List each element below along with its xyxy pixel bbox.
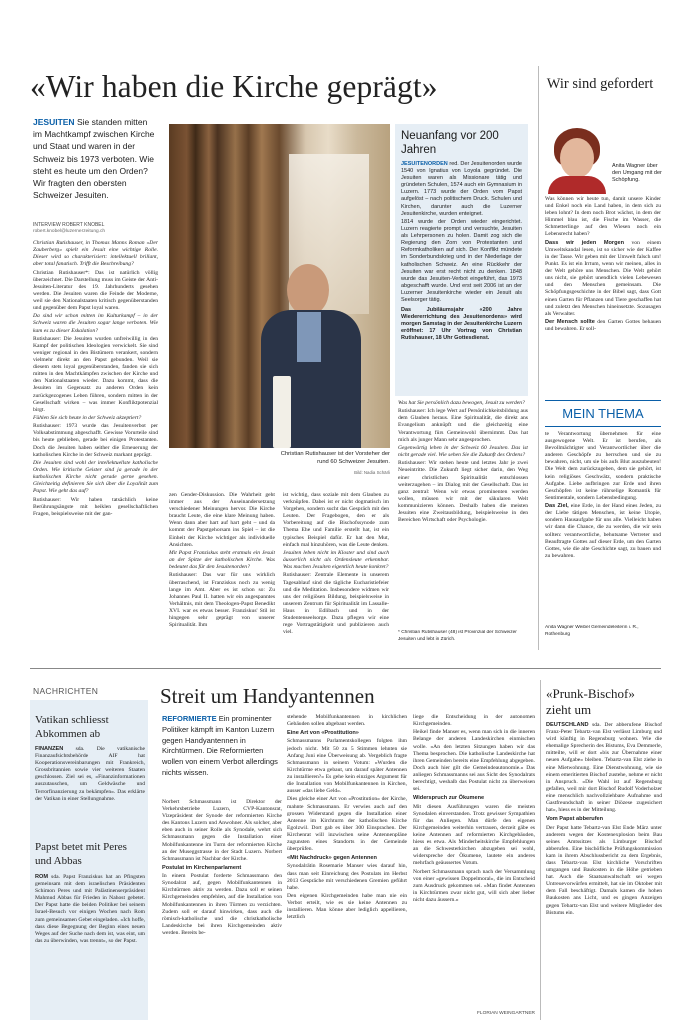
news-kicker-2: ROM: [35, 874, 49, 880]
aside-p2: Dass wir jeden Morgen von einem Umweltskandal lesen, ist so sicher wie der Kaffee in der Tasse. Wir geben mit der Umwelt falsch um! Punkt. Es ist ein Irrtum, wenn wir meinen, alles in der Welt gehöre uns Menschen. Die Welt gehört uns nicht, sie gehört unendlich vielen Lebewesen und den Menschen gemeinsam. Die Schöpfungsgeschichte in der Bibel sagt, dass Gott einen Garten für Pflanzen und Tiere geschaffen hat und zuletzt den Menschen hineinsetzte. Sozusagen als Verwalter.: [545, 239, 661, 317]
photo-caption: Christian Rutishauser ist der Vorsteher der rund 60 Schweizer Jesuiten.: [280, 451, 390, 465]
aside-title: Wir sind gefordert: [546, 76, 654, 92]
shoulders: [548, 176, 606, 194]
history-box: [395, 124, 528, 396]
column-label: MEIN THEMA: [562, 406, 644, 421]
second-lead-text: Ein prominenter Politiker kämpft im Kanton Luzern gegen Handyantennen in Kirchtürmen. Die Reformierten wollen von einem Verbot allerdings nichts wissen.: [162, 714, 278, 777]
person-head: [287, 264, 329, 316]
shirt: [297, 312, 321, 362]
lead-text: Sie standen mitten im Machtkampf zwischen Kirche und Staat und waren in der Schweiz bis 1973 verboten. Wie steht es heute um den Orden? Wir fragten den obersten Schweizer Jesuiten.: [33, 117, 155, 201]
answer: zen Gender-Diskussion. Die Wahrheit geht immer aus der Auseinandersetzung verschiedener Meinungen hervor. Die Kirche braucht Leute, die eine klare Meinung haben. Wenn dann aber hart auf hart geht – und da kommt der Papstgehorsam ins Spiel – ist die Einheit der Kirche wichtiger als individuelle Ansichten.: [169, 492, 275, 548]
right-body-2: Der Papst hatte Tebartz-van Elst Ende März unter anderem wegen der Kostenexplosion beim Bau seines Amtssitzes als Limburger Bischof abberufen. Eine bischöfliche Prüfungskommission kam in ihrem Abschlussbericht zu dem Ergebnis, dass Tebartz-van Elst kirchliche Vorschriften umgangen und Baukosten in die Höhe getrieben hat. Auch die Staatsanwaltschaft sei wegen Untreuevorwürfen ermittelt, hat sie im Oktober mit dem Fall beschäftigt. Damals kamen die hohen Baukosten ans Licht, und es gingen Anzeigen gegen Tebartz-van Elst und weitere Mitglieder des Bistums ein.: [546, 824, 662, 916]
second-author: FLORIAN WEINGARTNER: [476, 1011, 535, 1016]
aside-text-1: [545, 196, 661, 396]
news-body-1: sda. Die vatikanische Finanzaufsichtsbehörde AIF hat Kooperationsvereinbarungen mit Frankreich, Grossbritannien sowie vier weiteren Staaten geschlossen. Ziel sei es, «Finanzinformationen auszutauschen, um Geldwäsche und Terrorfinanzierung zu bekämpfen». Das erklärte der Vatikan in einer Stellungnahme.: [35, 746, 145, 802]
jesuit-portrait-photo: [169, 124, 390, 448]
answer: ist wichtig, dass soziale mit dem Glauben zu verknüpfen. Dabei ist er nicht dogmatisch im Vorgehen, sondern sucht das Gespräch mit den Leuten. Der Fragebogen, den er als Vorbereitung auf die Bischofssynode zum Thema Ehe und Familie erstellt hat, ist ein typisches Beispiel dafür. Er hat den Mut, einfach mal hinzuhören, was die Leute denken.: [283, 492, 389, 548]
subheading: Widerspruch zur Ökumene: [413, 795, 485, 802]
answer: Rutishauser: Das war für uns wirklich überraschend, ist Franziskus noch zu wenig lange im Amt. Aber es ist schon so: Zu Johannes Paul II. hatten wir ein angespanntes Verhältnis, mit dem Theologen-Papst Benedikt XVI. war es etwas besser. Franziskus' Stil ist hingegen sehr geprägt von unserer Spiritualität. Ihm: [169, 572, 275, 629]
question: Mit Papst Franziskus steht erstmals ein Jesuit an der Spitze der katholischen Kirche. Was bedeutet das für den Jesuitenorden?: [169, 549, 275, 571]
subheading: Vom Papst abberufen: [546, 816, 604, 823]
right-kicker: DEUTSCHLAND: [546, 722, 589, 728]
right-text: [546, 722, 662, 1020]
photo-credit: Bild: Nadia Schärli: [354, 470, 390, 475]
second-column-1: [162, 799, 282, 1021]
face: [560, 138, 594, 178]
paragraph: In einem Postulat forderte Schmassmann den Synodalrat auf, gegen Mobilfunkantennen in Kirchtürmen aktiv zu werden. Dazu soll er seinen Kirchgemeinden empfehlen, auf die Installation von Mobilfunkantennen in ihren Türmen zu verzichten. Zudem soll er darauf hinwirken, dass auch die römisch-katholische und die christkatholische Landeskirche bei ihren Kirchgemeinden aktiv werden. Bereits be-: [162, 873, 282, 936]
aside-signature: Anita Wagner Weibel Gemeindeleiterin i. R., Rothenburg: [545, 625, 639, 637]
paragraph: liege die Entscheidung in der autonomen Kirchgemeinden.: [413, 714, 535, 728]
question: Da sind wir schon mitten im Kulturkampf – in der Schweiz waren die Jesuiten sogar lange verboten. Wie kam es zu dieser Eskalation?: [33, 313, 158, 334]
footnote: * Christian Rutishauser (48) ist Provinzial der Schweizer Jesuiten und lebt in Zürich.: [398, 630, 517, 642]
question: Die Jesuiten sind wohl der intellektuellste katholische Orden. Wie kritische Geister sind ja gerade in der katholischen Kirche nicht gerade gerne gesehen. Gleichzeitig definieren Sie sich über die Loyalität zum Papst. Wie geht das auf?: [33, 459, 158, 495]
author-email: robert.knobel@luzernerzeitung.ch: [33, 229, 106, 234]
paragraph: Mit diesen Ausführungen waren die meisten Synodalen einverstanden. Trotz gewisser Sympathien für das Anliegen. Man dürfe den eigenen Kirchgemeinden weiterhin vertrauen, derzeit gäbe es keine Antennen auf reformierten Kirchgebäuden, hiess es etwa. Als Minderheitskirche Empfehlungen an die Schwesterkirchen abzugeben sei wohl, widerspreche der Ökumene, lautete ein anderes mehrfach geäussertes Votum.: [413, 803, 535, 867]
paragraph: stehende Mobilfunkantennen in kirchlichen Gebäuden sollen abgebaut werden.: [287, 714, 407, 728]
second-lead-kicker: REFORMIERTE: [162, 714, 217, 723]
aside-p1: Was können wir heute tun, damit unsere Kinder und Enkel noch ein Land haben, in dem sich zu leben lohnt? In dem noch Brot wächst, in dem der Himmel blau ist, die Fische im Wasser, die Schmetterlinge auf den Wiesen noch ein Lebensrecht haben?: [545, 196, 661, 238]
second-column-2: [287, 714, 407, 1020]
question: Gegenwärtig leben in der Schweiz 60 Jesuiten. Das ist nicht gerade viel. Wie sehen Sie die Zukunft des Ordens?: [398, 444, 528, 459]
news-title-1: Vatikan schliesst Abkommen ab: [35, 714, 109, 740]
subheading: «Mit Nachdruck» gegen Antennen: [287, 855, 377, 862]
box-text: JESUITENORDEN red. Der Jesuitenorden wurde 1540 von Ignatius von Loyola gegründet. Die Jesuiten waren als Missionare tätig und gründeten Schulen, 1574 auch ein Gymnasium in Luzern. 1773 wurde der Orden vom Papst aufgelöst – nach politischem Druck. Schulen und Kirchen, darunter auch die Luzerner Jesuitenkirche, wurden enteignet.: [401, 161, 522, 217]
main-headline: «Wir haben die Kirche geprägt»: [30, 69, 438, 104]
interview-column-2: [169, 492, 275, 646]
news-text-1: [35, 746, 145, 834]
second-column-3: [413, 714, 535, 1008]
news-title-2: Papst betet mit Peres und Abbas: [35, 841, 127, 867]
subheading: Eine Art von «Prostitution»: [287, 730, 359, 737]
answer: Rutishauser: Wir stehen heute und letztes Jahr je zwei Neueintritte. Die Zukunft liegt sicher darin, den Weg einer christlichen Spiritualität entschlossen weiterzugehen – im Dialog mit der Gesellschaft. Das ist ganz zentral: Wenn wir etwas prominenten werden wollen, müssen wir mit der säkularen Welt kommunizieren können. Deshalb haben die meisten Jesuiten eine Zweitausbildung, beispielsweise in den Bereichen Wirtschaft oder Psychologie.: [398, 460, 528, 524]
aside-author-photo: [548, 128, 606, 194]
right-body: sda. Der abberufene Bischof Franz-Peter Tebartz-van Elst verlässt Limburg und wird künftig in Regensburg wohnen. Wie die ehemalige Sprecherin des Bistums, Eva Demmerle, mitteilte, will er dort «bis zur Übernahme einer neuen Aufgabe» bleiben. Tebartz-van Elst ziehe in eine Mietwohnung. Eine Dienstwohnung, wie sie einem emeritierten Bischof zustehe, nehme er nicht in Anspruch. «Die Wahl ist auf Regensburg gefallen, weil mir dort Bischof Rudolf Voderholzer eine menschlich nachvollziehbare Aufnahme und Gastfreundschaft in seiner Diözese zugesichert hat», hiess es in der Mitteilung.: [546, 722, 662, 814]
news-text-2: [35, 874, 145, 1018]
paragraph: Synodalrätin Rosemarie Manser wies darauf hin, dass man seit Einreichung des Postulats im Herbst 2013 Gespräche mit verschiedenen Gremien geführt habe.: [287, 863, 407, 891]
aside-p5: Das Ziel, eine Erde, in der Hand eines Jeden, zu der Liebe tätigen Menschen, ist keine Utopie, sondern Hausaufgabe für uns alle. Vielleicht haben wir dann die Chance, die zu werden, die wir sein sollten: verantwortliche, behutsame Vertreter und Beauftragte Gottes auf dieser Erde, um den Garten Gottes, wie die alte Geschichte sagt, zu bauen und zu bewahren.: [545, 503, 661, 559]
question: Christian Rutishauser, in Thomas Manns Roman «Der Zauberberg» spielt ein Jesuit eine wichtige Rolle. Dieser wird so charakterisiert: intellektuell brillant, aber total fanatisch. Trifft die Beschreibung?: [33, 240, 158, 268]
box-note: Das Jubiläumsjahr «200 Jahre Wiedererrichtung des Jesuitenordens» wird morgen Samstag in der Jesuitenkirche Luzern eröffnet: 17 Uhr Vortrag von Christian Rutishauser, 18 Uhr Gottesdienst.: [401, 307, 522, 342]
aside-text-2: [545, 431, 661, 623]
answer: Rutishauser: Wir haben tatsächlich keine Berührungsängste mit heiklen gesellschaftlichen Fragen, beispielsweise mit der gan-: [33, 496, 158, 517]
lead-paragraph: [33, 116, 158, 216]
second-headline: Streit um Handyantennen: [160, 684, 375, 708]
paragraph: Norbert Schmassmann sprach nach der Versammlung von einer «gewissen Doppelmoral», die im Entscheid zum Ausdruck gekommen sei. «Man findet Antennen in Kirchtürmen zwar nicht gut, will sich aber lieber nicht dazu äussern.»: [413, 868, 535, 903]
subheading: Postulat im Kirchenparlament: [162, 864, 242, 871]
aside-p3: Der Mensch sollte den Garten Gottes behauen und bewahren. Er soll-: [545, 318, 661, 333]
news-kicker-1: FINANZEN: [35, 746, 64, 752]
box-title: Neuanfang vor 200 Jahren: [401, 130, 499, 156]
paragraph: Den eigenen Kirchgemeinden habe man nie ein Verbot erteilt, wie es sie keine Antennen zu installieren. Man könne aber lediglich appellieren, letztlich: [287, 893, 407, 921]
question: Jesuiten leben nicht im Kloster und sind auch äusserlich nicht als Ordensleute erkennbar. Was machen Jesuiten eigentlich heute konkret?: [283, 549, 389, 571]
aside-photo-caption: Anita Wagner über den Umgang mit der Schöpfung.: [612, 163, 662, 183]
answer: Rutishauser: Zentrale Elemente in unserem Tagesablauf sind die tägliche Eucharistiefeier und die Meditation. Insbesondere widmen wir uns der religiösen Bildung, beispielsweise in unserem Zentrum für Spiritualität im Lassalle-Haus in Edlibach und in der Studentenseelsorge. Dazu pflegen wir eine rege Vortragstätigkeit und publizieren auch viel.: [283, 572, 389, 636]
paragraph: Heikel finde Manser es, wenn man sich in die inneren Belange der anderen Landeskirchen einmischen wolle. «An den letzten Sitzungen haben wir das Thema besprochen. Die katholische Landeskirche hat ihren Gemeinden bereits eine Empfehlung abgegeben. Doch auch hier gilt die Gemeindeautonomie.» Das anliegen Schmassmanns sei aus Sicht des Synodalrats berechtigt, weshalb das Postulat nicht zu überweisen sei.: [413, 729, 535, 793]
lead-kicker: JESUITEN: [33, 117, 75, 127]
paragraph: Schmassmanns Parlamentskollegen folgten ihm jedoch nicht. Mit 50 zu 5 Stimmen lehnten sie Anfang Juni eine Überweisung ab. Vergeblich fragte Schmassmann in seinem Votum: «Wurden die Kirchtürme etwa gebaut, um darauf später Antennen zu installieren?» Es gehe kein einziges Argument für die Installation von Mobilfunkantennen in Kirchen, ausser «das liebe Geld».: [287, 738, 407, 795]
aside-p4: te Verantwortung übernehmen für eine ausgewogene Welt. Er ist berufen, als Bevollmächtigter und Verantwortlicher über die anderen Geschöpfe zu herrschen und sie zu bewahren, nicht, um sie bis aufs Blut auszubeuten! Die Welt dem zurückzugeben, dem sie gehört, ist kein religiöses Geschwätz, sondern praktische Aufgabe. Liebe aufbringen zur Erde und ihren Geschöpfen ist keine rührselige Romantik für Sentimentale, sondern Lebensbedingung.: [545, 431, 661, 501]
interview-column-4: [398, 400, 528, 622]
section-label: NACHRICHTEN: [33, 686, 99, 696]
author-line: INTERVIEW ROBERT KNOBEL: [33, 222, 105, 228]
answer: Christian Rutishauser*: Das ist natürlich völlig überzeichnet. Die Darstellung muss im Geiste der Anti-Jesuiten-Literatur des 19. Jahrhunderts gesehen werden. Die Jesuiten waren die Feinde der Moderne, weil sie den Nationalstaaten kritisch gegenüberstanden und gegenüber dem Papst loyal waren.: [33, 269, 158, 312]
interview-column-1: [33, 240, 158, 646]
right-title: «Prunk-Bischof» zieht um: [546, 686, 635, 717]
news-body-2: sda. Papst Franziskus hat an Pfingsten gemeinsam mit dem israelischen Präsidenten Schimon Peres und mit Palästinenserpräsident Mahmud Abbas für Frieden in Nahost gebetet. Der Papst hatte die beiden Politiker bei seinem Israel-Besuch vor einigen Wochen nach Rom zum gemeinsamen Gebet eingeladen. «Ich hoffe, dass diese Begegnung der Beginn eines neuen Weges auf der Suche nach dem ist, was eint, um das zu überwinden, was trennt», so der Papst.: [35, 874, 145, 944]
paragraph: Norbert Schmassmann ist Direktor der Verkehrsbetriebe Luzern, CVP-Kantonsrat, Vizepräsident der Synode der reformierten Kirche des Kantons Luzern und Anwohner. Als solcher, aber eben auch in seiner Rolle als Synodale, wehrt sich Schmassmann gegen die Installation einer Mobilfunkantenne im Turm der reformierten Kirche an der Museggstrasse in der Stadt Luzern. Norbert Schmassmann ist Nachbar der Kirche.: [162, 799, 282, 862]
answer: Rutishauser: Die Jesuiten wurden unfreiwillig in den Kampf der politischen Ideologien verwickelt. Sie sind weniger regional in den Bistümern verankert, sondern vielmehr direkt an den Papst gebunden. Weil sie diesem stets loyal gegenüberstanden, fanden sie sich mitten in den Machtkämpfen zwischen der Kirche und den Nationalstaaten wieder. Dazu kommt, dass die Jesuiten im Gegensatz zu anderen Orden kein zurückgezogenes Leben führen, sondern mitten in der Gesellschaft wirken – was immer Konfliktpotenzial birgt.: [33, 335, 158, 413]
interview-column-3: [283, 492, 389, 646]
second-lead: [162, 714, 282, 798]
question: Was hat Sie persönlich dazu bewogen, Jesuit zu werden?: [398, 400, 525, 406]
answer: Rutishauser: Ich lege Wert auf Persönlichkeitsbildung aus dem Glauben heraus. Eine Spiritualität, die direkt ans Evangelium anknüpft und die gleichzeitig eine Verantwortung fürs Gemeinwohl übernimmt. Das hat mich als junger Mann sehr angesprochen.: [398, 408, 528, 443]
paragraph: Dies gleiche einer Art von «Prostitution» der Kirche, mahnte Schmassmann. Er verwies auch auf den grossen Widerstand gegen die Installation einer Antenne im Kirchturm der katholischen Kirche Egolzwil. Dort gab es über 300 Einsprachen. Der Kirchenrat will inzwischen seine Antennenpläne zugunsten eines Standorts in der Gemeinde überprüfen.: [287, 796, 407, 853]
candle: [273, 376, 291, 448]
box-text-2: 1814 wurde der Orden wieder eingerichtet. Luzern reagierte prompt und versuchte, Jesuiten als Lehrpersonen zu holen. Damit zog sich die Regierung den Zorn von Protestanten und Reformkatholiken auf sich. Der Konflikt mündete im Sonderbundskrieg und in der Niederlage der katholischen Schweiz. An eine Rückkehr der Jesuiten war erst recht nicht zu denken. 1848 wurde das Jesuiten-Verbot eingeführt, das 1973 abgeschafft wurde. Und erst seit 2006 ist an der Luzerner Jesuitenkirche wieder ein Jesuit als Seelsorger tätig.: [401, 218, 522, 303]
question: Fühlen Sie sich heute in der Schweiz akzeptiert?: [33, 415, 142, 421]
answer: Rutishauser: 1973 wurde das Jesuitenverbot per Volksabstimmung abgeschafft. Gewisse Vorurteile sind bis heute geblieben, gerade bei einigen Protestanten. Doch die Jesuiten haben seither die Erneuerung der katholischen Kirche in der Schweiz markant geprägt.: [33, 423, 158, 458]
